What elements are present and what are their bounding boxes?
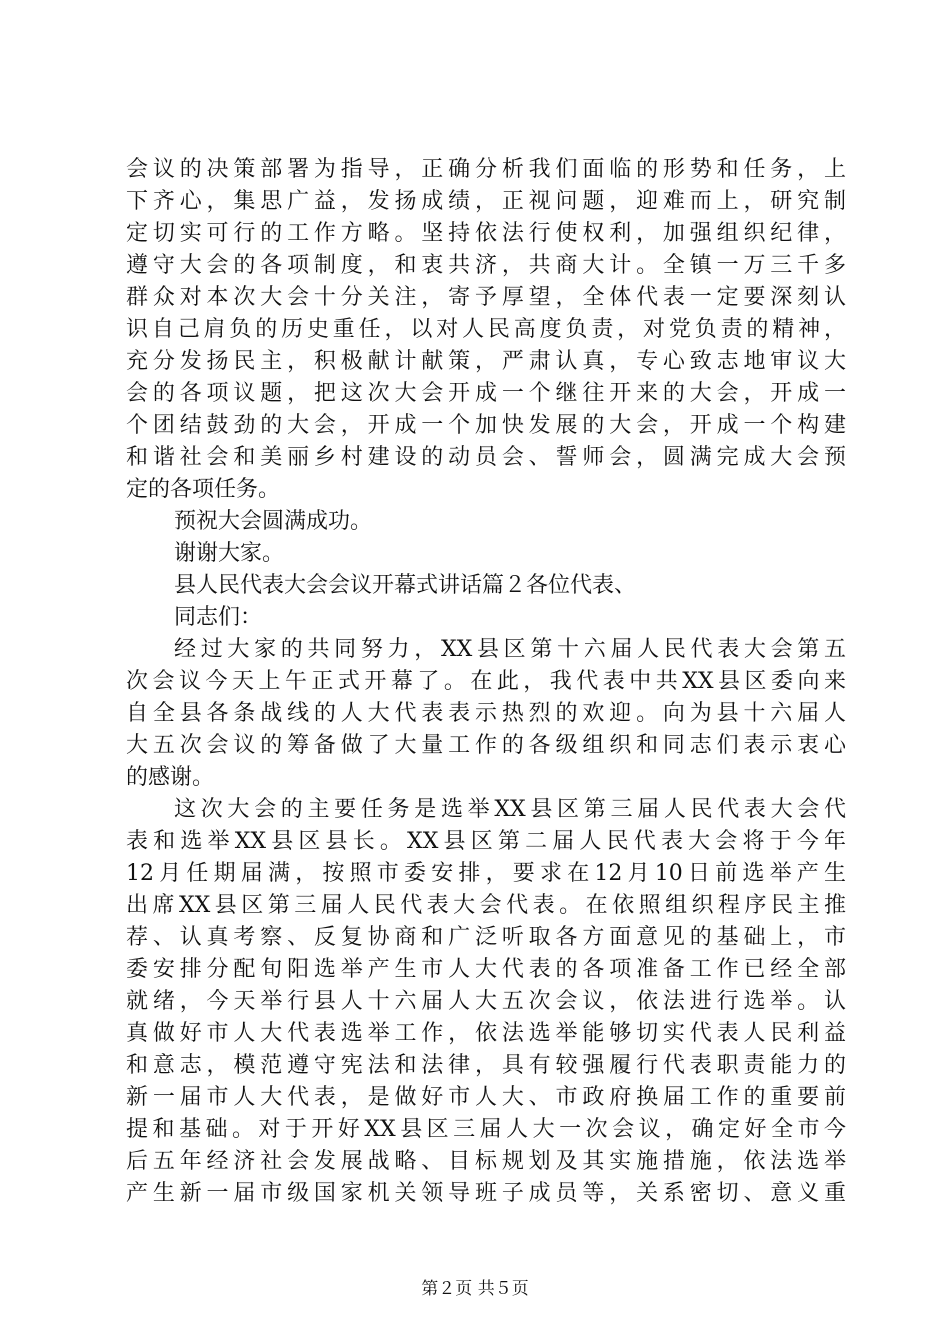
text-line: 提和基础。对于开好XX县区三届人大一次会议，确定好全市今 bbox=[126, 1117, 846, 1142]
text-line: 的感谢。 bbox=[126, 765, 215, 790]
text-line: 荐、认真考察、反复协商和广泛听取各方面意见的基础上，市 bbox=[126, 925, 846, 950]
text-line: 同志们： bbox=[174, 605, 263, 630]
text-line: 产生新一届市级国家机关领导班子成员等，关系密切、意义重 bbox=[126, 1181, 846, 1206]
text-line: 会的各项议题，把这次大会开成一个继往开来的大会，开成一 bbox=[126, 381, 846, 406]
text-line: 表和选举XX县区县长。XX县区第二届人民代表大会将于今年 bbox=[126, 829, 846, 854]
text-line: 出席XX县区第三届人民代表大会代表。在依照组织程序民主推 bbox=[126, 893, 846, 918]
text-line: 就绪，今天举行县人十六届人大五次会议，依法进行选举。认 bbox=[126, 989, 846, 1014]
text-line: 次会议今天上午正式开幕了。在此，我代表中共XX县区委向来 bbox=[126, 669, 846, 694]
text-line: 真做好市人大代表选举工作，依法选举能够切实代表人民利益 bbox=[126, 1021, 846, 1046]
text-line: 识自己肩负的历史重任，以对人民高度负责，对党负责的精神， bbox=[126, 317, 846, 342]
text-line: 会议的决策部署为指导，正确分析我们面临的形势和任务，上 bbox=[126, 157, 846, 182]
text-line: 经过大家的共同努力，XX县区第十六届人民代表大会第五 bbox=[174, 637, 846, 662]
text-line: 个团结鼓劲的大会，开成一个加快发展的大会，开成一个构建 bbox=[126, 413, 846, 438]
text-line: 12月任期届满，按照市委安排，要求在12月10日前选举产生 bbox=[126, 861, 846, 886]
text-line: 谢谢大家。 bbox=[174, 541, 285, 566]
text-line: 预祝大会圆满成功。 bbox=[174, 509, 373, 534]
text-line: 定的各项任务。 bbox=[126, 477, 281, 502]
text-line: 充分发扬民主，积极献计献策，严肃认真，专心致志地审议大 bbox=[126, 349, 846, 374]
text-line: 下齐心，集思广益，发扬成绩，正视问题，迎难而上，研究制 bbox=[126, 189, 846, 214]
text-line: 自全县各条战线的人大代表表示热烈的欢迎。向为县十六届人 bbox=[126, 701, 846, 726]
text-line: 后五年经济社会发展战略、目标规划及其实施措施，依法选举 bbox=[126, 1149, 846, 1174]
text-line: 新一届市人大代表，是做好市人大、市政府换届工作的重要前 bbox=[126, 1085, 846, 1110]
text-line: 遵守大会的各项制度，和衷共济，共商大计。全镇一万三千多 bbox=[126, 253, 846, 278]
body-text bbox=[126, 154, 846, 1210]
text-line: 委安排分配旬阳选举产生市人大代表的各项准备工作已经全部 bbox=[126, 957, 846, 982]
page-number-footer: 第２页 共５页 bbox=[421, 1279, 529, 1299]
text-line: 大五次会议的筹备做了大量工作的各级组织和同志们表示衷心 bbox=[126, 733, 846, 758]
text-line: 定切实可行的工作方略。坚持依法行使权利，加强组织纪律， bbox=[126, 221, 846, 246]
section-heading: 县人民代表大会会议开幕式讲话篇２各位代表、 bbox=[174, 573, 637, 598]
text-line: 和意志，模范遵守宪法和法律，具有较强履行代表职责能力的 bbox=[126, 1053, 846, 1078]
text-line: 和谐社会和美丽乡村建设的动员会、誓师会，圆满完成大会预 bbox=[126, 445, 846, 470]
text-line: 这次大会的主要任务是选举XX县区第三届人民代表大会代 bbox=[174, 797, 846, 822]
text-line: 群众对本次大会十分关注，寄予厚望，全体代表一定要深刻认 bbox=[126, 285, 846, 310]
